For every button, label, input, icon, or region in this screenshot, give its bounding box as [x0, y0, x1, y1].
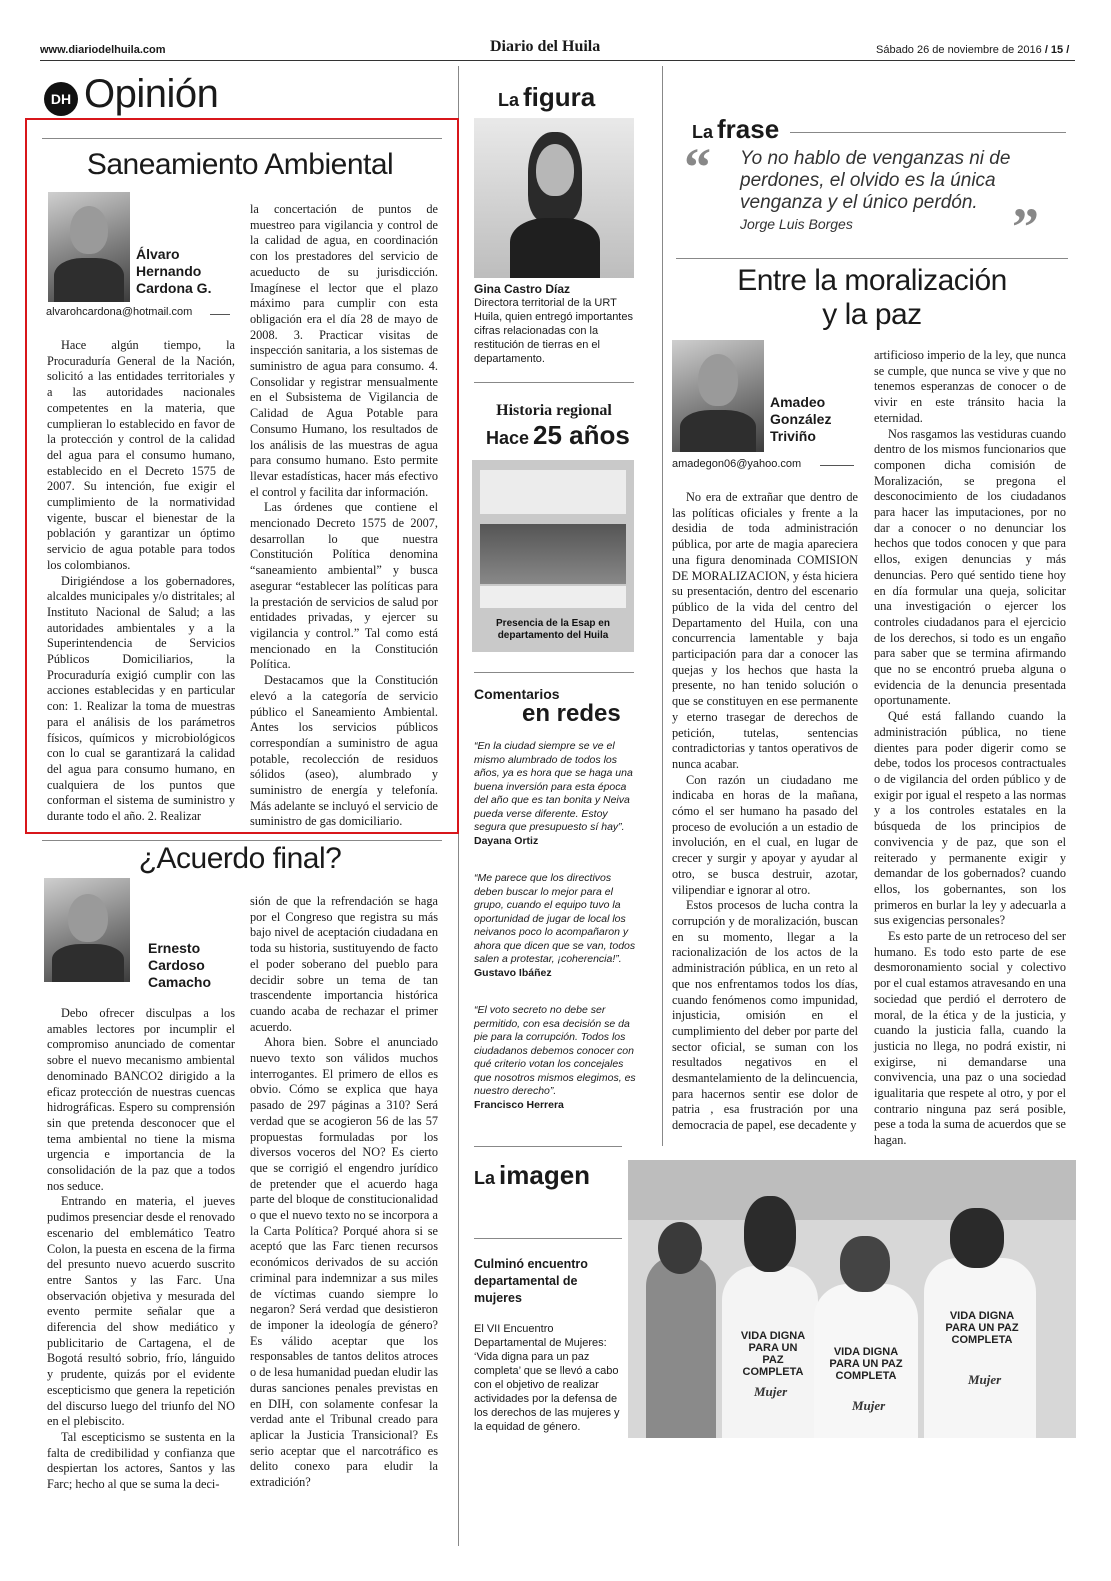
paragraph: Tal escepticismo se sustenta en la falta de credibilidad y confianza que despiertan los actores, Santos y las Farc; hecho al que se suma la deci- [47, 1429, 235, 1492]
author-name: Álvaro Hernando Cardona G. [136, 246, 212, 296]
comment-item: “En la ciudad siempre se ve el mismo alumbrado de todos los años, ya es hora que se haga una buena inversión para esta época del año que es tan bonita y Neiva pueda verse diferente. Estoy segura que presupuesto sí hay”. Dayana Ortiz [474, 740, 633, 847]
comment-author: Dayana Ortiz [474, 834, 539, 847]
paragraph: Es esto parte de un retroceso del ser humano. Es todo esto parte de ese desmoronamiento social y colectivo por el cual estamos atravesando en una sociedad que perdió el derrotero de moral, de la ética y de la justicia, y cuando la justicia falla, cuando la justicia no llega, no podrá existir, ni exigirse, ni demandarse una convivencia, una paz o una sociedad igualitaria que respete al otro, y por el contrario ninguna paz será posible, pese a toda la suma de acuerdos que se hagan. [874, 929, 1066, 1148]
article-column [672, 490, 858, 1134]
title-rule [42, 138, 442, 139]
historia-subtitle: Hace 25 años [486, 420, 630, 450]
frase-rule [790, 132, 1066, 133]
shirt-logo: Mujer [754, 1384, 788, 1399]
paragraph: artificioso imperio de la ley, que nunca se cumple, que nunca se vive y que no tenemos esperanzas de conocer o de vivir en este tránsito hacia la eternidad. [874, 348, 1066, 425]
section-rule [474, 672, 634, 673]
article-title: ¿Acuerdo final? [138, 842, 342, 875]
figura-kicker: La figura [498, 82, 596, 112]
header-rule [40, 60, 1075, 61]
frase-author: Jorge Luis Borges [740, 216, 853, 232]
author-photo [44, 878, 130, 982]
shirt-logo: Mujer [968, 1372, 1002, 1387]
comment-item: “Me parece que los directivos deben buscar lo mejor para el grupo, cuando el equipo tuvo la oportunidad de jugar de local los neivanos poco lo acompañaron y ahora que dicen que se van, todos salen a protestar, ¡coherencia!”. Gustavo Ibáñez [474, 872, 636, 979]
historia-title: Historia regional [496, 402, 612, 419]
comentarios-kicker: Comentarios [474, 686, 560, 702]
close-quote-icon: ” [1012, 197, 1039, 257]
article-column [250, 894, 438, 1491]
shirt-print: VIDA DIGNA PARA UN PAZ COMPLETA [945, 1310, 1019, 1346]
event-photo [628, 1160, 1076, 1438]
paragraph: Destacamos que la Constitución elevó a la categoría de servicio público el Saneamiento Ambiental. Antes los servicios públicos correspondían a suministro de agua potable, recolección de residuos sólidos (aseo), alumbrado y suministro de energía y telefonía. Más adelante se incluyó el servicio de suministro de gas domiciliario. [250, 673, 438, 829]
author-email: amadegon06@yahoo.com [672, 458, 802, 470]
article-column [47, 1006, 235, 1493]
title-rule [676, 258, 1068, 259]
dh-logo: DH [44, 82, 78, 116]
section-rule [474, 1238, 622, 1239]
article-column [47, 338, 235, 825]
shirt-print: VIDA DIGNA PARA UN PAZ COMPLETA [829, 1346, 903, 1382]
paragraph: Hace algún tiempo, la Procuraduría General de la Nación, solicitó a las entidades territoriales y a las autoridades nacionales competentes en la materia, que cumplieran lo establecido en favor de la protección y control de la calidad del agua para el consumo humano, establecido en el Decreto 1575 de 2007. Su intención, fue exigir el cumplimiento de la normatividad vigente, buscar el bienestar de la población y garantizar un óptimo servicio de agua potable para todos los colombianos. [47, 338, 235, 572]
site-url: www.diariodelhuila.com [40, 44, 166, 56]
paragraph: Dirigiéndose a los gobernadores, alcaldes municipales y/o distritales; al Instituto Nacional de Salud; a las autoridades ambientales y a la Superintendencia de Servicios Públicos Domiciliarios, la Procuraduría exigió cumplir con las acciones establecidas y en particular con: 1. Realizar la toma de muestras para el análisis de los parámetros físicos, químicos y microbiológicos con lo cual se garantizará la calidad del agua para consumo humano, en cualquiera de los puntos que conforman el sistema de suministro y durante todo el año. 2. Realizar [47, 573, 235, 824]
imagen-caption: El VII Encuentro Departamental de Mujeres: ‘Vida digna para un paz completa’ que se llevó a cabo con el objetivo de realizar actividades por la defensa de los derechos de las mujeres y la equidad de género. [474, 1323, 620, 1433]
imagen-headline: Culminó encuentro departamental de mujeres [474, 1257, 588, 1305]
frase-kicker: La frase [692, 114, 780, 144]
section-rule [474, 1146, 622, 1147]
article-title: Entre la moralización y la paz [737, 264, 1007, 331]
frase-quote: Yo no hablo de venganzas ni de perdones, el olvido es la única venganza y el único perdón. [740, 148, 1011, 213]
comment-author: Gustavo Ibáñez [474, 966, 552, 979]
paragraph: No era de extrañar que dentro de las políticas oficiales y frente a la desidia de toda administración pública, por arte de magia apareciera una figura denominada COMISION DE MORALIZACION, y ésta hiciera su presentación, dentro del escenario público de la vida del centro del Departamento del Huila, con una concurrencia lamentable y baja participación para dar a conocer las quejas y los hechos que hasta la presente, no han tenido solución o que se constituyen en ese permanente y eterno trasegar de derechos de petición, tutelas, sentencias contradictorias y tantos operativos de nunca acabar. [672, 490, 858, 771]
paragraph: Estos procesos de lucha contra la corrupción y de moralización, buscan en su momento, llegar a la racionalización de los actos de la administración pública, en un reto al que nos enfrentamos todos los días, cuando fenómenos como impunidad, injusticia, omisión en el cumplimiento del deber por parte del sector oficial, se suman con los resultados negativos en el desmantelamiento de la delincuencia, para hacernos sentir ese dolor de patria , esa frustración por una democracia de papel, ese decadente y [672, 898, 858, 1133]
article-column [250, 202, 438, 830]
author-name: Ernesto Cardoso Camacho [148, 940, 212, 990]
paragraph: Entrando en materia, el jueves pudimos presenciar desde el renovado escenario del emblemático Teatro Colon, la puesta en escena de la firma del presunto nuevo acuerdo suscrito entre Santos y las Farc. Una observación objetiva y mesurada del evento permite señalar que a diferencia del show mediático y publicitario de Cartagena, el de Bogotá resultó sobrio, frío, lánguido y prudente, quizás por el evidente escepticismo que genera la repetición del discurso luego del triunfo del NO en el plebiscito. [47, 1194, 235, 1429]
author-photo [672, 340, 764, 452]
comment-author: Francisco Herrera [474, 1098, 564, 1111]
paragraph: Qué está fallando cuando la administración pública, no tiene dientes para poder digerir como se debe, todos los procesos contractuales o de vigilancia del orden público y de exigir por igual el respeto a las normas y a los controles estatales en la búsqueda de los principios de convivencia y de paz, que son el reiterado y permanente exigir y demandar de los gobernados? cuando ellos, los gobernantes, son los primeros en burlar la ley y adecuarla a sus exigencias personales? [874, 709, 1066, 928]
shirt-print: VIDA DIGNA PARA UN PAZ COMPLETA [740, 1330, 806, 1378]
email-rule [820, 465, 854, 466]
comentarios-title: en redes [522, 700, 621, 727]
paragraph: Ahora bien. Sobre el anunciado nuevo texto son válidos muchos interrogantes. El primero de ellos es obvio. Cómo se explica que haya pasado de 297 páginas a 310? Será verdad que se acogieron 56 de las 57 propuestas formuladas por los diversos voceros del NO? Es cierto que se corrigió el engendro jurídico de pretender que el acuerdo haga parte del bloque de constitucionalidad o que el nuevo texto no se incorpora a la Carta Política? Porqué ahora si se aceptó que las Farc tienen recursos económicos derivados de su acción criminal para indemnizar a sus miles de víctimas cuando siempre lo negaron? Será verdad que desistieron de imponer la ideología de género? Es válido aceptar que los responsables de tantos delitos atroces o de lesa humanidad puedan eludir las duras sanciones penales previstas en en DIH, con solamente confesar la verdad ante el Tribunal creado para aplicar la Justicia Transicional? Es serio aceptar que el narcotráfico es delito conexo para eludir la extradición? [250, 1035, 438, 1490]
section-title: Opinión [84, 72, 219, 116]
article-column [874, 348, 1066, 1149]
paragraph: Las órdenes que contiene el mencionado Decreto 1575 de 2007, desarrollan lo que nuestra Constitución Política denomina “saneamiento ambiental” y busca asegurar “establecer las políticas para la prestación de servicios de salud por entidades privadas, y ejercer su vigilancia y control.” Tal como está mencionado en la Constitución Política. [250, 500, 438, 672]
historia-photo [472, 460, 634, 652]
figura-caption: Directora territorial de la URT Huila, quien entregó importantes cifras relacionadas con la restitución de tierras en el departamento. [474, 297, 633, 365]
shirt-logo: Mujer [852, 1398, 886, 1413]
author-email: alvarohcardona@hotmail.com [46, 306, 193, 318]
email-rule [210, 314, 230, 315]
paragraph: Nos rasgamos las vestiduras cuando dentro de los mismos funcionarios que componen dicha comisión de Moralización, se pregona el desconocimiento de los ciudadanos para hacer las imputaciones, por no dar a conocer o no denunciar los hechos que todos conocen y que para ellos, exigen denuncias y más denuncias. Pero qué sentido tiene hoy en día formular una queja, solicitar una investigación o ejercer los controles ciudadanos para el ejercicio de los derechos, si todo es un engaño para saber que se termina afirmando que no se encontró prueba alguna o evidencia de la denuncia presentada oportunamente. [874, 426, 1066, 708]
paragraph: la concertación de puntos de muestreo para vigilancia y control de la calidad de agua, en coordinación con los prestadores del servicio de acueducto de su jurisdicción. Imagínese el lector que el plazo máximo para cumplir con esta obligación era el día 28 de mayo de 2008. 3. Practicar visitas de inspección sanitaria, a los sistemas de suministro de agua para consumo. 4. Consolidar y registrar mensualmente en el Subsistema de Vigilancia de Calidad de Agua Potable para Consumo Humano, los resultados de los análisis de las muestras de agua para consumo humano. Esto permite llevar estadísticas, hacer más efectivo el control y facilita dar información. [250, 202, 438, 499]
article-title: Saneamiento Ambiental [86, 148, 394, 181]
historia-photo-caption: Presencia de la Esap en departamento del Huila [496, 618, 610, 641]
paragraph: Debo ofrecer disculpas a los amables lectores por incumplir el compromiso anunciado de comentar sobre el nuevo mecanismo ambiental denominado BANCO2 dirigido a la eficaz protección de nuestras cuencas hidrográficas. Espero su comprensión sin que pretenda desconocer que el tema ambiental no tiene la misma urgencia e importancia de la consolidación de la paz que a todos nos seduce. [47, 1006, 235, 1193]
open-quote-icon: “ [684, 137, 711, 197]
issue-date: Sábado 26 de noviembre de 2016 / 15 / [876, 44, 1070, 56]
section-rule [474, 382, 634, 383]
title-rule [42, 840, 442, 841]
column-divider [662, 66, 663, 1146]
page-number: / 15 / [1044, 44, 1070, 56]
paragraph: Con razón un ciudadano me indicaba en horas de la mañana, cómo el ser humano ha pasado del proceso de evolución a un estadio de involución, en el cual, en lugar de crecer y surgir y apoyar y ayudar al otro, se busca destruir, azotar, vilipendiar e ignorar al otro. [672, 772, 858, 897]
paragraph: sión de que la refrendación se haga por el Congreso que registra su más bajo nivel de aceptación ciudadana en toda su historia, sustituyendo de facto el poder soberano del pueblo para decidir sobre un tema de tan trascendente importancia histórica cuando acaba de rechazar el primer acuerdo. [250, 894, 438, 1034]
figura-name: Gina Castro Díaz [474, 282, 571, 296]
author-photo [48, 192, 130, 302]
figura-photo [474, 118, 634, 278]
comment-item: “El voto secreto no debe ser permitido, con esa decisión se da pie para la corrupción. Todos los ciudadanos debemos conocer con qué criterio votan los concejales que nosotros mismos elegimos, es nuestro derecho”. Francisco Herrera [474, 1004, 636, 1111]
newspaper-name: Diario del Huila [490, 38, 601, 55]
author-name: Amadeo González Triviño [770, 394, 832, 444]
imagen-kicker: La imagen [474, 1160, 591, 1190]
